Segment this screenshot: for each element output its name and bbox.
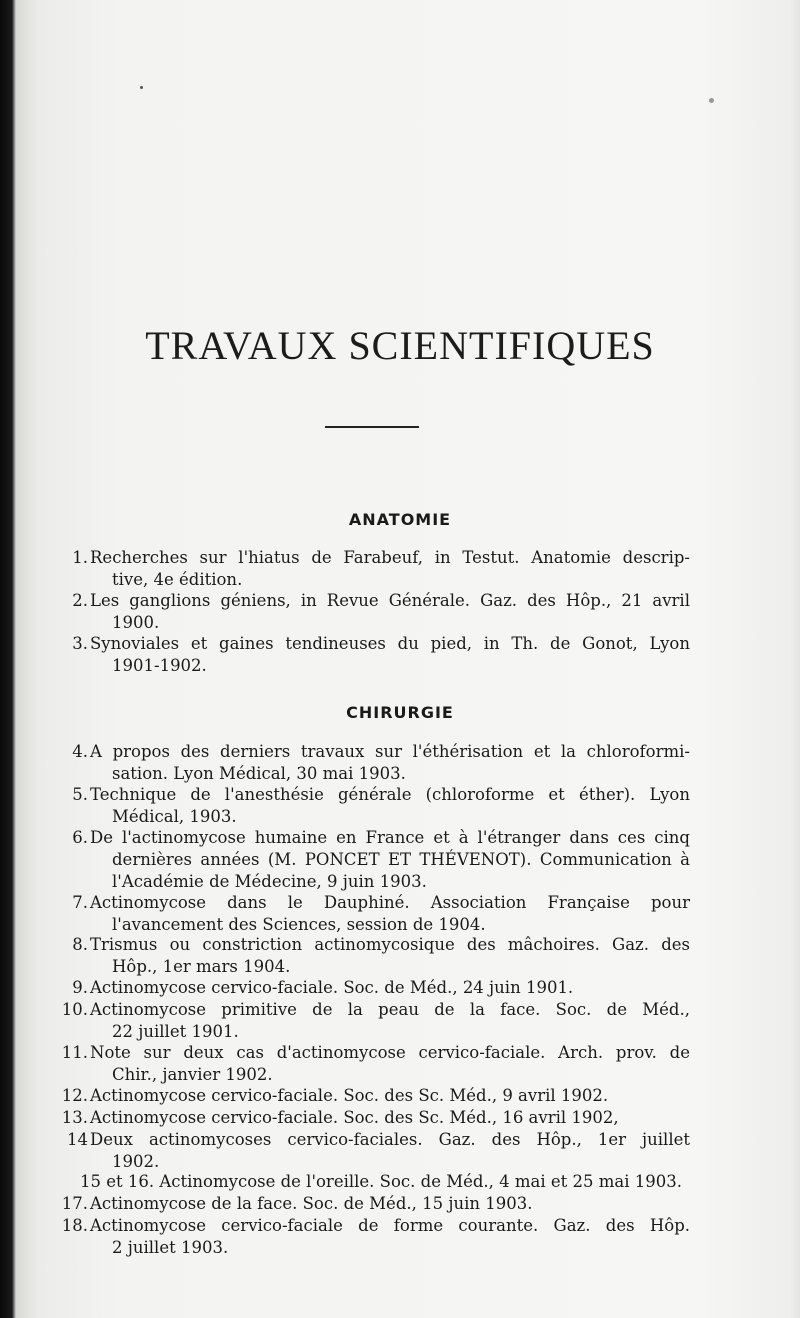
entry-line: 1902. (112, 1152, 160, 1171)
list-item (61, 999, 690, 1043)
ink-speck (140, 86, 143, 89)
entry-number: 6. (72, 828, 88, 847)
list-item (80, 1171, 690, 1193)
entry-number: 2. (72, 591, 88, 610)
entry-number: 9. (72, 978, 88, 997)
entry-line: Actinomycose primitive de la peau de la face. Soc. de Méd., (90, 1000, 690, 1019)
entry-number: 5. (72, 785, 88, 804)
entry-line: sation. Lyon Médical, 30 mai 1903. (112, 764, 406, 783)
entry-number: 3. (72, 634, 88, 653)
section-heading-anatomie: ANATOMIE (348, 510, 452, 529)
list-item (72, 784, 690, 828)
page-title: TRAVAUX SCIENTIFIQUES (145, 323, 655, 368)
list-item (61, 1193, 690, 1215)
entry-line: 1901-1902. (112, 656, 207, 675)
entry-line: l'avancement des Sciences, session de 1904. (112, 915, 486, 934)
list-item (61, 1085, 690, 1107)
entry-number: 10. (61, 1000, 88, 1019)
list-item (72, 934, 690, 978)
entry-line: Trismus ou constriction actinomycosique des mâchoires. Gaz. des (90, 935, 690, 954)
entry-line: 15 et 16. Actinomycose de l'oreille. Soc. de Méd., 4 mai et 25 mai 1903. (80, 1172, 683, 1191)
entry-line: Deux actinomycoses cervico-faciales. Gaz. des Hôp., 1er juillet (90, 1130, 690, 1149)
entry-line: Chir., janvier 1902. (112, 1065, 273, 1084)
entry-number: 8. (72, 935, 88, 954)
entry-number: 13. (61, 1108, 88, 1127)
entry-line: De l'actinomycose humaine en France et à l'étranger dans ces cinq (90, 828, 690, 847)
list-item (61, 1215, 690, 1259)
list-item (61, 1107, 690, 1129)
entry-number: 11. (61, 1043, 88, 1062)
entry-line: Actinomycose cervico-faciale. Soc. des Sc. Méd., 16 avril 1902, (90, 1108, 619, 1127)
entry-line: A propos des derniers travaux sur l'éthérisation et la chloroformi- (90, 742, 690, 761)
entry-number: 14 (67, 1130, 88, 1149)
entry-line: tive, 4e édition. (112, 570, 243, 589)
entry-line: Technique de l'anesthésie générale (chloroforme et éther). Lyon (90, 785, 690, 804)
entry-line: Actinomycose cervico-faciale. Soc. de Méd., 24 juin 1901. (90, 978, 574, 997)
list-item (72, 977, 690, 999)
entry-line: Note sur deux cas d'actinomycose cervico-faciale. Arch. prov. de (90, 1043, 690, 1062)
entry-number: 18. (61, 1216, 88, 1235)
title-rule (325, 426, 419, 428)
entry-line: Hôp., 1er mars 1904. (112, 957, 291, 976)
section-heading-chirurgie: CHIRURGIE (346, 703, 454, 722)
entry-number: 12. (61, 1086, 88, 1105)
list-item (72, 547, 690, 591)
list-item (72, 892, 690, 936)
entry-line: 22 juillet 1901. (112, 1022, 239, 1041)
entry-number: 1. (72, 548, 88, 567)
list-item (72, 590, 690, 634)
entry-number: 17. (61, 1194, 88, 1213)
list-item (72, 741, 690, 785)
ink-speck (709, 98, 714, 103)
entry-line: dernières années (M. PONCET ET THÉVENOT). Communication à (112, 850, 690, 869)
entry-line: Recherches sur l'hiatus de Farabeuf, in Testut. Anatomie descrip- (90, 548, 690, 567)
entry-number: 7. (72, 893, 88, 912)
entry-line: Médical, 1903. (112, 807, 237, 826)
list-item (72, 827, 690, 893)
list-item (67, 1129, 690, 1173)
entry-line: Actinomycose dans le Dauphiné. Association Française pour (90, 893, 690, 912)
entry-line: Les ganglions géniens, in Revue Générale. Gaz. des Hôp., 21 avril (90, 591, 690, 610)
entry-line: Synoviales et gaines tendineuses du pied, in Th. de Gonot, Lyon (90, 634, 690, 653)
list-item (72, 633, 690, 677)
entry-line: Actinomycose cervico-faciale. Soc. des Sc. Méd., 9 avril 1902. (90, 1086, 609, 1105)
entry-line: 1900. (112, 613, 160, 632)
entry-line: Actinomycose cervico-faciale de forme courante. Gaz. des Hôp. (90, 1216, 690, 1235)
entry-line: 2 juillet 1903. (112, 1238, 229, 1257)
entry-line: Actinomycose de la face. Soc. de Méd., 15 juin 1903. (90, 1194, 533, 1213)
entry-line: l'Académie de Médecine, 9 juin 1903. (112, 872, 427, 891)
entry-number: 4. (72, 742, 88, 761)
list-item (61, 1042, 690, 1086)
